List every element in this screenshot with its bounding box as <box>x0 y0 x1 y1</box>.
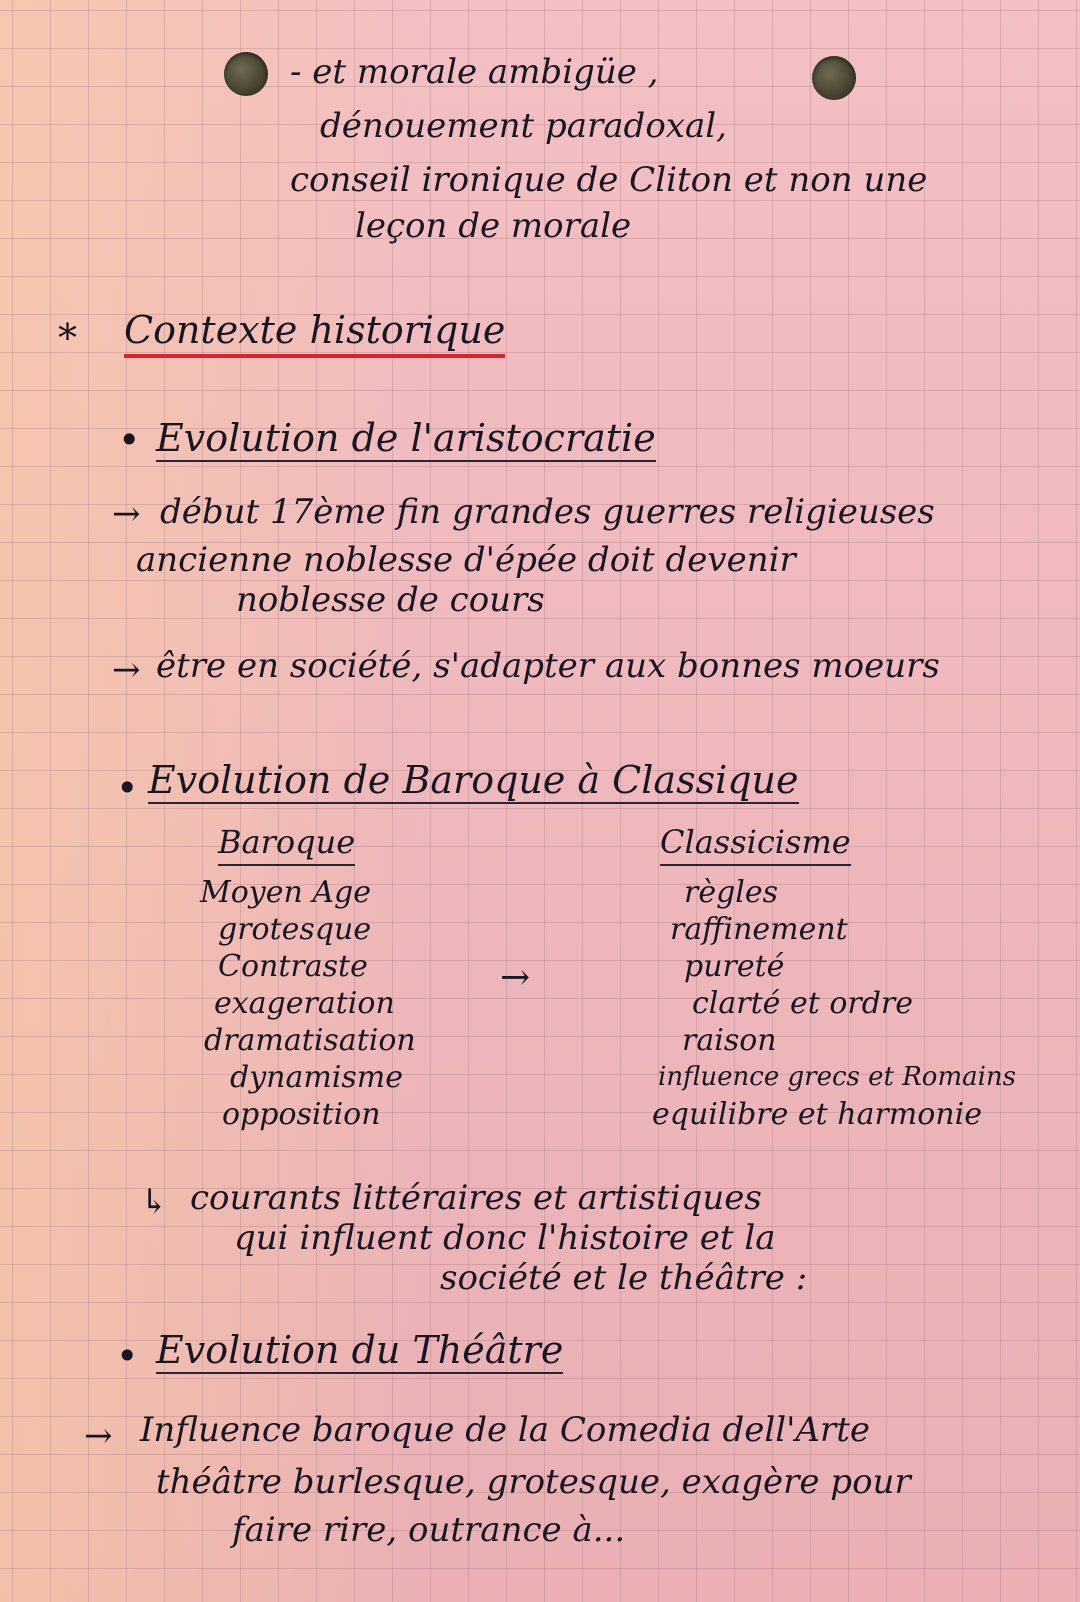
baroque-item: opposition <box>222 1097 381 1132</box>
aristocratie-heading: Evolution de l'aristocratie <box>156 416 656 460</box>
note-line-1: courants littéraires et artistiques <box>190 1178 762 1218</box>
note-line-3: société et le théâtre : <box>440 1258 808 1298</box>
aristocratie-bullet: • <box>118 418 141 462</box>
theatre-bullet: • <box>116 1334 139 1378</box>
intro-line-3: conseil ironique de Cliton et non une <box>290 160 928 200</box>
baroque-list <box>200 874 416 1133</box>
classicisme-item: clarté et ordre <box>692 986 914 1021</box>
aristocratie-line-1: début 17ème fin grandes guerres religieuses <box>160 492 935 532</box>
intro-line-1: - et morale ambigüe , <box>290 52 659 92</box>
baroque-heading: Evolution de Baroque à Classique <box>148 758 799 802</box>
classicisme-item: raison <box>682 1023 777 1058</box>
baroque-item: Contraste <box>218 949 368 984</box>
baroque-bullet: • <box>116 766 139 810</box>
baroque-item: grotesque <box>218 912 372 947</box>
punch-hole-left <box>224 52 268 96</box>
note-arrow: ↳ <box>140 1182 169 1222</box>
section-title: Contexte historique <box>124 310 505 358</box>
theatre-arrow: → <box>84 1416 113 1456</box>
section-bullet: * <box>58 316 77 360</box>
theatre-heading: Evolution du Théâtre <box>156 1328 564 1372</box>
classicisme-item: influence grecs et Romains <box>658 1062 1017 1092</box>
aristocratie-arrow-2: → <box>112 650 141 690</box>
classicisme-column-title: Classicisme <box>660 822 851 866</box>
aristocratie-line-2: ancienne noblesse d'épée doit devenir <box>136 540 796 580</box>
aristocratie-line-4: être en société, s'adapter aux bonnes moeurs <box>156 646 940 686</box>
baroque-item: Moyen Age <box>200 875 371 910</box>
theatre-line-3: faire rire, outrance à... <box>232 1510 626 1550</box>
theatre-line-1: Influence baroque de la Comedia dell'Arte <box>140 1410 871 1450</box>
classicisme-item: raffinement <box>670 912 848 947</box>
aristocratie-line-3: noblesse de cours <box>236 580 545 620</box>
note-line-2: qui influent donc l'histoire et la <box>234 1218 776 1258</box>
baroque-item: exageration <box>214 986 395 1021</box>
aristocratie-arrow-1: → <box>112 494 141 534</box>
intro-line-4: leçon de morale <box>355 206 632 246</box>
theatre-line-2: théâtre burlesque, grotesque, exagère pour <box>156 1462 911 1502</box>
baroque-column-title: Baroque <box>218 822 355 866</box>
baroque-item: dynamisme <box>230 1060 403 1095</box>
classicisme-item: equilibre et harmonie <box>652 1097 982 1132</box>
baroque-to-classique-arrow: → <box>500 957 531 998</box>
classicisme-item: règles <box>684 875 779 910</box>
baroque-item: dramatisation <box>204 1023 416 1058</box>
intro-line-2: dénouement paradoxal, <box>320 106 727 146</box>
classicisme-list <box>652 874 1016 1133</box>
classicisme-item: pureté <box>684 949 785 984</box>
punch-hole-right <box>812 56 856 100</box>
